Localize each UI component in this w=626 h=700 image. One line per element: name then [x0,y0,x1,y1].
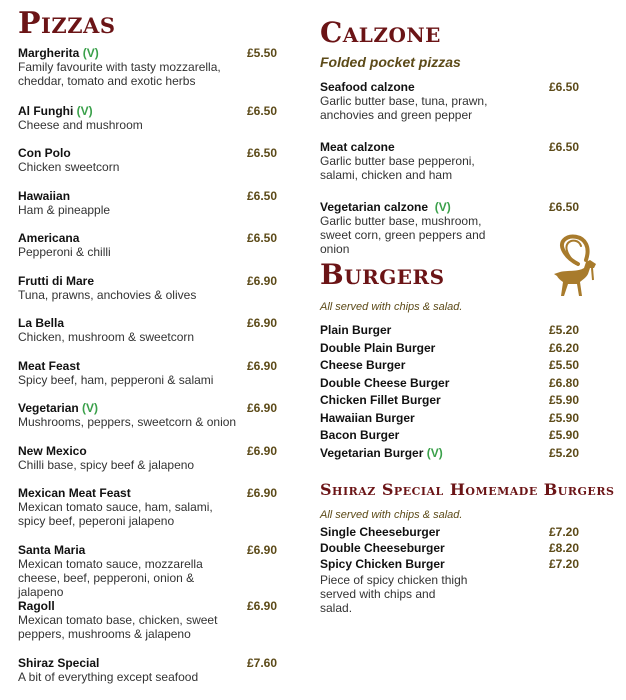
item-name: Hawaiian [18,189,71,203]
item-name: Al Funghi [18,104,74,118]
menu-item [320,410,620,428]
item-description: Cheese and mushroom [18,118,143,132]
item-price: £5.50 [549,358,580,372]
item-price: £6.90 [247,486,278,500]
special-burgers-list [320,524,620,615]
item-description: Garlic butter base, mushroom, sweet corn, green peppers and onion [320,214,486,256]
item-price: £5.90 [549,393,580,407]
item-name: Santa Maria [18,543,86,557]
item-price: £5.50 [247,46,278,60]
calzone-heading: Calzone [320,16,441,49]
item-description: Mexican tomato sauce, ham, salami, spicy beef, peperoni jalapeno [18,500,213,528]
item-name: Vegetarian calzone [320,200,429,214]
item-price: £8.20 [549,541,580,555]
item-name: Meat Feast [18,359,81,373]
item-price: £6.90 [247,274,278,288]
item-description: Tuna, prawns, anchovies & olives [18,288,197,302]
menu-item [18,401,280,429]
menu-item [18,189,280,217]
menu-item [320,524,620,540]
item-name: Shiraz Special [18,656,100,670]
item-description: Chicken, mushroom & sweetcorn [18,330,195,344]
menu-item [320,556,620,572]
item-name: Double Cheese Burger [320,375,450,390]
menu-item [18,599,280,641]
item-description: Garlic butter base, tuna, prawn, anchovies and green pepper [320,94,488,122]
item-description: Pepperoni & chilli [18,245,111,259]
item-description: Family favourite with tasty mozzarella, cheddar, tomato and exotic herbs [18,60,221,88]
item-price: £6.90 [247,359,278,373]
item-name: Cheese Burger [320,358,406,372]
item-price: £6.50 [247,146,278,160]
item-price: £7.20 [549,525,580,539]
menu-item [18,104,280,132]
item-price: £6.90 [247,599,278,613]
item-name: Mexican Meat Feast [18,486,131,500]
menu-item [320,375,620,393]
item-name: Margherita [18,46,80,60]
item-price: £6.50 [549,200,580,214]
veg-badge: (V) [426,445,443,460]
veg-badge: (V) [82,46,99,60]
item-name: Hawaiian Burger [320,410,415,425]
veg-badge: (V) [82,401,99,415]
menu-item [18,444,280,472]
menu-item [320,357,620,375]
item-description: Mexican tomato base, chicken, sweet peppers, mushrooms & jalapeno [18,613,218,641]
item-name: Plain Burger [320,323,392,337]
item-price: £6.90 [247,401,278,415]
menu-item [18,656,280,684]
burgers-list [320,322,620,462]
ibex-goat-icon [548,234,604,298]
item-description: A bit of everything except seafood [18,670,199,684]
special-burgers-note: All served with chips & salad. [320,509,463,521]
item-description: Chilli base, spicy beef & jalapeno [18,458,195,472]
item-name: Vegetarian Burger [320,445,424,460]
item-price: £6.50 [549,140,580,154]
menu-item [320,392,620,410]
menu-item [18,146,280,174]
menu-item [320,340,620,358]
item-description: Chicken sweetcorn [18,160,120,174]
item-price: £6.50 [247,231,278,245]
item-name: Bacon Burger [320,428,400,442]
item-description: Piece of spicy chicken thigh served with chips and salad. [320,573,468,615]
item-price: £6.80 [549,375,580,390]
item-description: Ham & pineapple [18,203,111,217]
item-price: £5.90 [549,410,580,425]
item-description: Spicy beef, ham, pepperoni & salami [18,373,214,387]
item-name: Con Polo [18,146,71,160]
menu-item [18,46,280,88]
item-price: £6.90 [247,316,278,330]
item-description: Mexican tomato sauce, mozzarella cheese, beef, pepperoni, onion & jalapeno [18,557,203,599]
item-name: Frutti di Mare [18,274,95,288]
item-price: £7.20 [549,557,580,571]
burgers-heading: Burgers [320,258,445,291]
item-name: Single Cheeseburger [320,525,441,539]
item-description: Garlic butter base pepperoni, salami, chicken and ham [320,154,475,182]
veg-badge: (V) [76,104,93,118]
item-name: Double Cheeseburger [320,541,445,555]
item-price: £6.50 [549,80,580,94]
menu-item [320,427,620,445]
veg-badge: (V) [434,200,451,214]
menu-item [18,274,280,302]
item-name: Chicken Fillet Burger [320,393,441,407]
menu-item [320,445,620,463]
calzone-subtitle: Folded pocket pizzas [320,54,461,70]
menu-item [18,543,280,599]
item-price: £5.90 [549,428,580,442]
item-price: £6.90 [247,543,278,557]
item-name: Spicy Chicken Burger [320,557,445,571]
item-price: £7.60 [247,656,278,670]
item-description: Mushrooms, peppers, sweetcorn & onion [18,415,237,429]
menu-item [320,140,620,182]
item-price: £5.20 [549,323,580,337]
menu-item [320,540,620,556]
item-name: La Bella [18,316,65,330]
item-name: Ragoll [18,599,55,613]
item-name: Double Plain Burger [320,340,436,355]
item-price: £6.20 [549,340,580,355]
item-name: Seafood calzone [320,80,415,94]
special-burgers-heading: Shiraz Special Homemade Burgers [320,480,615,499]
menu-item [320,80,620,122]
pizzas-heading: Pizzas [18,6,116,41]
item-name: Americana [18,231,80,245]
menu-item [18,316,280,344]
item-price: £6.90 [247,444,278,458]
menu-item [18,231,280,259]
menu-item [18,486,280,528]
item-price: £5.20 [549,445,580,460]
item-name: Vegetarian [18,401,79,415]
item-price: £6.50 [247,189,278,203]
item-price: £6.50 [247,104,278,118]
item-name: New Mexico [18,444,87,458]
burgers-note: All served with chips & salad. [320,301,463,313]
menu-item [18,359,280,387]
menu-item [320,322,620,340]
item-name: Meat calzone [320,140,395,154]
